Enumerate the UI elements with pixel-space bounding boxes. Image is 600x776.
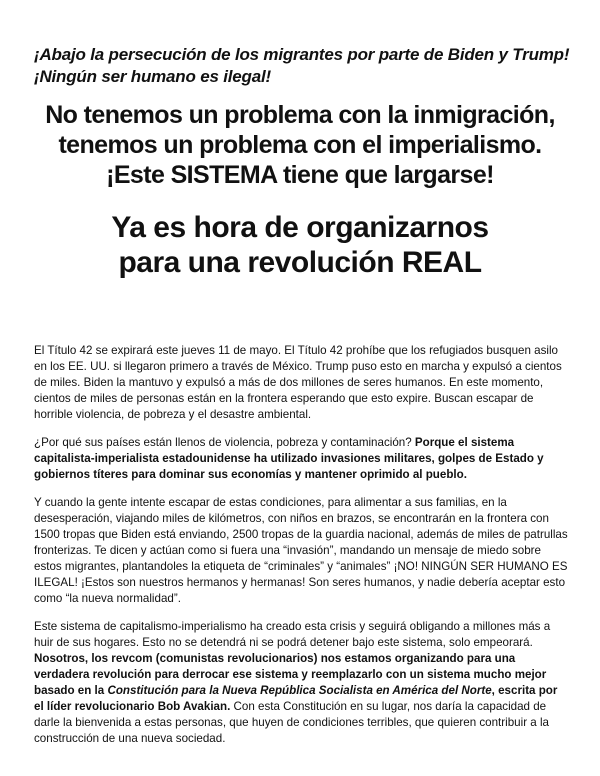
kicker-line-2: ¡Ningún ser humano es ilegal! [34, 67, 271, 86]
constitution-title: Constitución para la Nueva República Socialista en América del Norte [107, 684, 492, 697]
paragraph-2-bold: Porque el sistema capitalista-imperialista estadounidense ha utilizado invasiones militares, golpes de Estado y gobiernos títeres para dominar sus economías y mantener oprimido al pueblo. [34, 436, 544, 481]
paragraph-4-outro: Con esta Constitución en su lugar, nos daría la capacidad de darle la bienvenida a estas personas, que huyen de condiciones terribles, que quieren contribuir a la construcción de una nueva sociedad. [34, 700, 549, 745]
headline2-line-2: para una revolución REAL [118, 246, 482, 279]
headline2-line-1: Ya es hora de organizarnos [111, 211, 489, 244]
kicker [34, 44, 574, 88]
body-text [34, 343, 570, 759]
paragraph-4-intro: Este sistema de capitalismo-imperialismo ha creado esta crisis y seguirá obligando a millones más a huir de sus hogares. Esto no se detendrá ni se podrá detener bajo este sistema, solo empeorará. [34, 620, 551, 649]
headline-line-1: No tenemos un problema con la inmigración, [45, 101, 555, 129]
paragraph-4-bold-2: , escrita por el líder revolucionario Bob Avakian. [34, 684, 558, 713]
paragraph-4-bold: Nosotros, los revcom (comunistas revolucionarios) nos estamos organizando para una verdadera revolución para derrocar ese sistema y reemplazarlo con un sistema mucho mejor basado en la [34, 652, 547, 697]
headline [20, 100, 580, 190]
headline-call-to-action [20, 210, 580, 280]
paragraph-3: Y cuando la gente intente escapar de estas condiciones, para alimentar a sus familias, en la desesperación, viajando miles de kilómetros, con niños en brazos, se encontrarán en la frontera con 1500 tropas que Biden está enviando, 2500 tropas de la guardia nacional, además de miles de patrullas fronterizas. Te dicen y actúan como si fuera una “invasión”, mandando un mensaje de miedo sobre estos migrantes, plantandoles la etiqueta de “criminales” y “animales” ¡NO! NINGÚN SER HUMANO ES ILEGAL! ¡Estos son nuestros hermanos y hermanas! Son seres humanos, y nadie debería aceptar esto como “la nueva normalidad”. [34, 496, 568, 605]
paragraph-4 [34, 619, 570, 747]
paragraph-1: El Título 42 se expirará este jueves 11 de mayo. El Título 42 prohíbe que los refugiados busquen asilo en los EE. UU. si llegaron primero a través de México. Trump puso esto en marcha y expulsó a cientos de miles. Biden la mantuvo y expulsó a más de dos millones de seres humanos. En este momento, cientos de miles de personas están en la frontera esperando que esto expire. Buscan escapar de horrible violencia, de pobreza y el desastre ambiental. [34, 344, 562, 421]
headline-line-2: tenemos un problema con el imperialismo. [58, 131, 542, 159]
headline-line-3: ¡Este SISTEMA tiene que largarse! [106, 161, 494, 189]
paragraph-2-intro: ¿Por qué sus países están llenos de violencia, pobreza y contaminación? [34, 436, 415, 449]
paragraph-2 [34, 435, 570, 483]
kicker-line-1: ¡Abajo la persecución de los migrantes por parte de Biden y Trump! [34, 45, 570, 64]
